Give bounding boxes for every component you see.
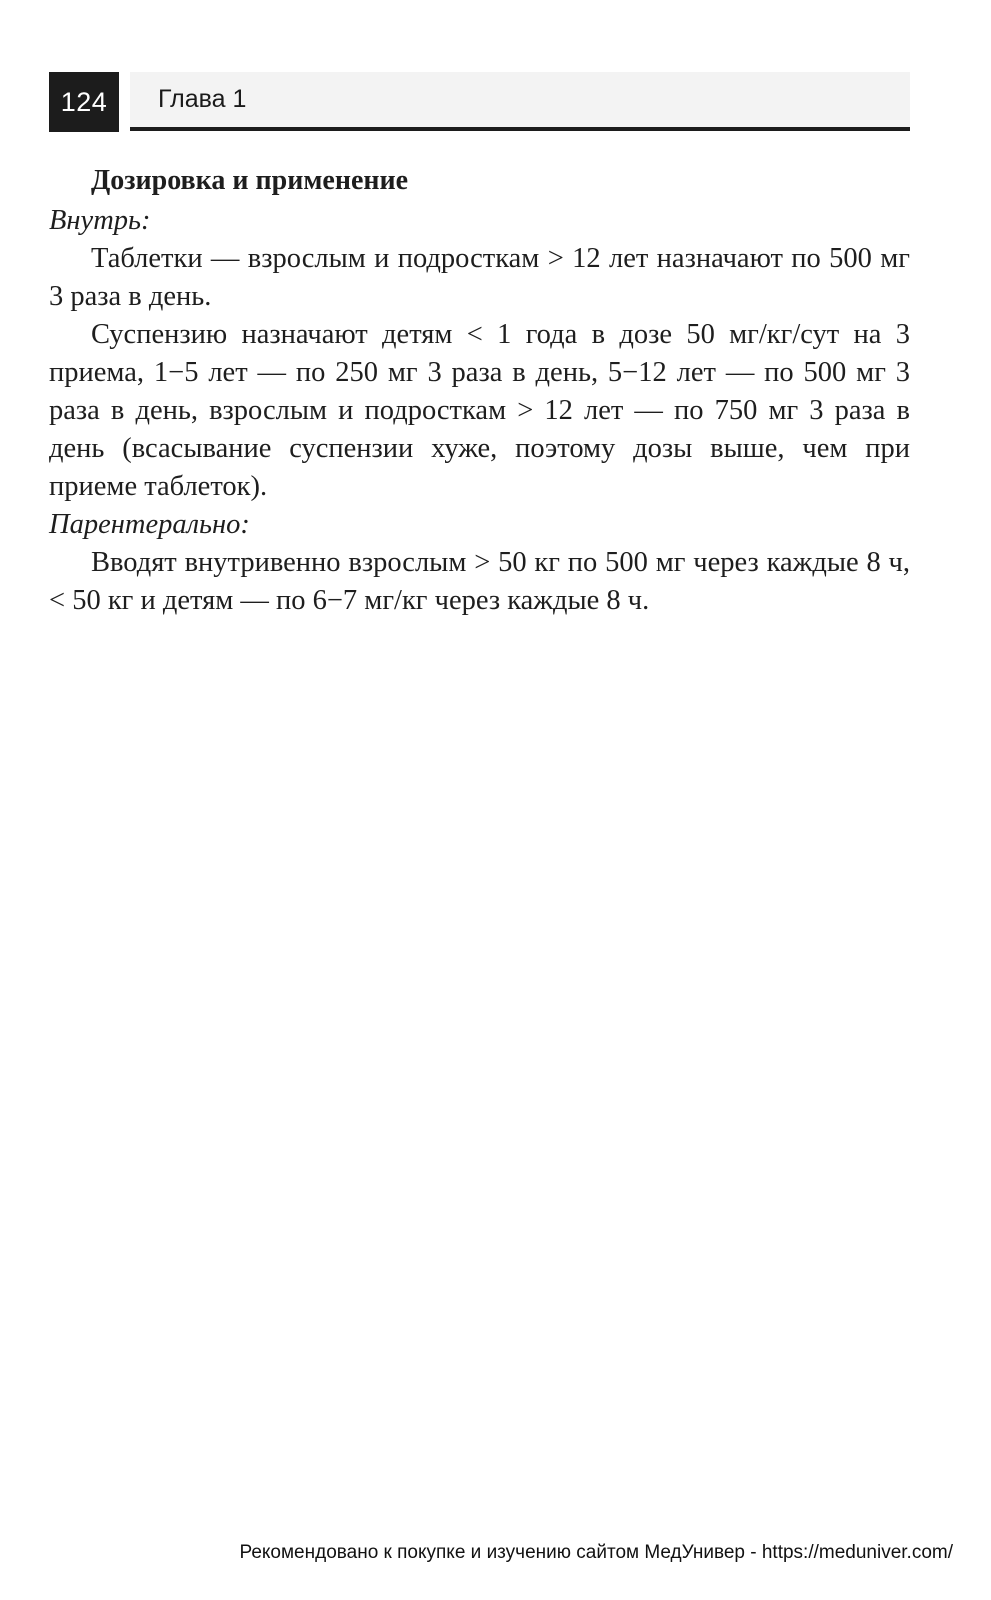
- page-header: [49, 72, 910, 132]
- oral-subheading: Внутрь:: [49, 205, 151, 236]
- parenteral-subheading: Парентерально:: [49, 509, 250, 540]
- oral-suspension-paragraph: Суспензию назначают детям < 1 года в дозе 50 мг/кг/сут на 3 приема, 1−5 лет — по 250 мг 3 раза в день, 5−12 лет — по 500 мг 3 раза в день, взрослым и подросткам > 12 лет — по 750 мг 3 раза в день (всасывание суспензии хуже, поэтому дозы выше, чем при приеме таблеток).: [49, 319, 910, 502]
- parenteral-paragraph: Вводят внутривенно взрослым > 50 кг по 500 мг через каждые 8 ч, < 50 кг и детям — по 6−7 мг/кг через каждые 8 ч.: [49, 547, 910, 616]
- footer-recommendation: Рекомендовано к покупке и изучению сайтом МедУнивер - https://meduniver.com/: [239, 1542, 953, 1563]
- page-number: 124: [49, 72, 119, 132]
- section-heading: Дозировка и применение: [91, 165, 409, 196]
- chapter-title: Глава 1: [158, 85, 247, 113]
- oral-tablets-paragraph: Таблетки — взрослым и подросткам > 12 лет назначают по 500 мг 3 раза в день.: [49, 243, 910, 312]
- main-content: [49, 162, 910, 620]
- header-band: [130, 72, 910, 131]
